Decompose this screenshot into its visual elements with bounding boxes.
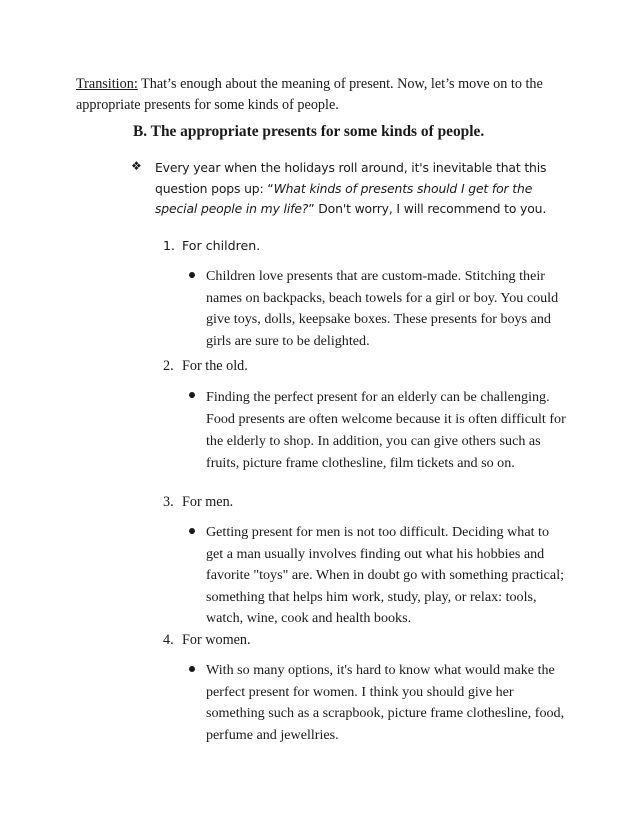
list-item-title-text: For men.: [182, 494, 234, 510]
bullet-dot-icon: [189, 666, 195, 672]
list-item-title-text: For women.: [182, 632, 251, 648]
diamond-bullet-icon: ❖: [131, 159, 142, 173]
list-item-title-text: For the old.: [182, 358, 248, 374]
list-item-text: Children love presents that are custom-made. Stitching their names on backpacks, beach towels for a girl or boy. You could give toys, dolls, keepsake boxes. These presents for boys and girls are sure to be delighted.: [206, 268, 559, 349]
section-heading: B. The appropriate presents for some kinds of people.: [133, 123, 485, 140]
list-item-number: 3.: [163, 494, 174, 510]
bullet-dot-icon: [189, 272, 195, 278]
transition-paragraph: [76, 74, 576, 116]
list-item-title-text: For children.: [182, 238, 261, 253]
list-item-number: 2.: [163, 358, 174, 374]
intro-text: [155, 158, 565, 220]
intro-text-before: Every year when the holidays roll around, it's inevitable that this question pops up: “: [155, 160, 547, 196]
transition-label: Transition:: [76, 76, 138, 92]
list-item-title: [163, 492, 233, 512]
list-item-text: Finding the perfect present for an elderly can be challenging. Food presents are often welcome because it is often difficult for the elderly to shop. In addition, you can give others such as fruits, picture frame clothesline, film tickets and so on.: [206, 389, 566, 471]
list-item-number: 1.: [163, 238, 176, 253]
transition-text: That’s enough about the meaning of present. Now, let’s move on to the appropriate presents for some kinds of people.: [76, 76, 543, 113]
bullet-dot-icon: [189, 392, 195, 398]
list-item-text: Getting present for men is not too difficult. Deciding what to get a man usually involves finding out what his hobbies and favorite "toys" are. When in doubt go with something practical; something that helps him work, study, play, or relax: tools, watch, wine, cook and health books.: [206, 524, 565, 626]
list-item-text: With so many options, it's hard to know what would make the perfect present for women. I think you should give her something such as a scrapbook, picture frame clothesline, food, perfume and jewellries.: [206, 662, 565, 743]
list-item-title: [163, 356, 248, 376]
intro-text-after: ” Don't worry, I will recommend to you.: [308, 201, 547, 216]
list-item-title: [163, 236, 260, 256]
list-item-number: 4.: [163, 632, 174, 648]
list-item-title: [163, 630, 251, 650]
intro-question: What kinds of presents should I get for the special people in my life?: [155, 180, 533, 216]
bullet-dot-icon: [189, 528, 195, 534]
